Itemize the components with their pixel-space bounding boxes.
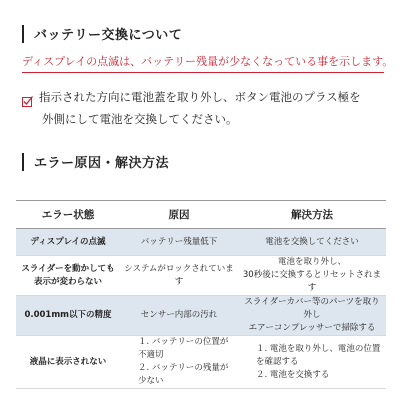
error-table	[16, 200, 386, 389]
battery-note	[22, 86, 392, 130]
note-line-1: 指示された方向に電池蓋を取り外し、ボタン電池のプラス極を	[39, 90, 361, 104]
warning-underline	[22, 72, 384, 73]
battery-warning-text: ディスプレイの点滅は、バッテリー残量が少なくなっている事を示します。	[22, 55, 394, 68]
section-bar	[22, 25, 24, 43]
cell-state: 0.001mm以下の精度	[16, 296, 120, 336]
cell-solution: 電池を取り外し、 30秒後に交換するとリセットされます	[238, 256, 386, 296]
cell-solution: １. 電池を取り外し、電池の位置を確認する ２. 電池を交換する	[238, 336, 386, 389]
cell-state: スライダーを動かしても 表示が変わらない	[16, 256, 120, 296]
cell-cause: システムがロックされています	[120, 256, 238, 296]
note-line-2: 外側にして電池を交換してください。	[42, 112, 238, 126]
cell-state: 液晶に表示されない	[16, 336, 120, 389]
table-row	[16, 336, 386, 389]
table-header-row	[16, 201, 386, 229]
battery-section-title: バッテリー交換について	[34, 28, 183, 43]
cell-cause: バッテリー残量低下	[120, 229, 238, 256]
table-row	[16, 229, 386, 256]
cell-solution: 電池を交換してください	[238, 229, 386, 256]
table-row	[16, 256, 386, 296]
cell-solution: スライダーカバー等のパーツを取り外し エアーコンプレッサーで掃除する	[238, 296, 386, 336]
table-row	[16, 296, 386, 336]
cell-cause: センサー内部の汚れ	[120, 296, 238, 336]
battery-section-header	[22, 24, 182, 43]
error-section-title: エラー原因・解決方法	[34, 156, 170, 171]
column-header-state: エラー状態	[16, 201, 120, 229]
cell-cause: １. バッテリーの位置が不適切 ２. バッテリーの残量が少ない	[120, 336, 238, 389]
checkbox-checked-icon	[22, 92, 33, 103]
column-header-solution: 解決方法	[238, 201, 386, 229]
section-bar	[22, 153, 24, 171]
column-header-cause: 原因	[120, 201, 238, 229]
cell-state: ディスプレイの点滅	[16, 229, 120, 256]
error-section-header	[22, 152, 169, 171]
